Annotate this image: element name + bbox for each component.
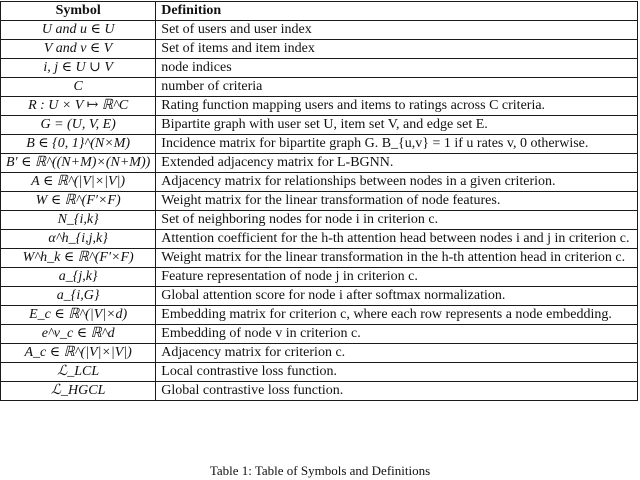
table-row: [1, 116, 638, 135]
symbol-cell: α^h_{i,j,k}: [1, 230, 156, 249]
table-header-row: [1, 2, 638, 21]
symbol-cell: e^v_c ∈ ℝ^d: [1, 325, 156, 344]
definition-cell: Global attention score for node i after softmax normalization.: [156, 287, 638, 306]
table-row: [1, 382, 638, 401]
table-row: [1, 21, 638, 40]
definition-cell: Embedding matrix for criterion c, where each row represents a node embedding.: [156, 306, 638, 325]
symbols-table: [0, 1, 638, 401]
symbol-cell: N_{i,k}: [1, 211, 156, 230]
definition-cell: Weight matrix for the linear transformation in the h-th attention head in criterion c.: [156, 249, 638, 268]
symbol-cell: A ∈ ℝ^(|V|×|V|): [1, 173, 156, 192]
symbol-cell: ℒ_HGCL: [1, 382, 156, 401]
table-row: [1, 40, 638, 59]
symbol-cell: a_{j,k}: [1, 268, 156, 287]
definition-cell: Weight matrix for the linear transformation of node features.: [156, 192, 638, 211]
symbol-cell: C: [1, 78, 156, 97]
symbol-cell: G = (U, V, E): [1, 116, 156, 135]
symbol-cell: V and v ∈ V: [1, 40, 156, 59]
table-row: [1, 97, 638, 116]
symbol-cell: R : U × V ↦ ℝ^C: [1, 97, 156, 116]
definition-cell: Feature representation of node j in criterion c.: [156, 268, 638, 287]
symbol-cell: E_c ∈ ℝ^(|V|×d): [1, 306, 156, 325]
table-row: [1, 268, 638, 287]
symbol-cell: A_c ∈ ℝ^(|V|×|V|): [1, 344, 156, 363]
symbol-cell: i, j ∈ U ∪ V: [1, 59, 156, 78]
table-row: [1, 363, 638, 382]
table-caption: Table 1: Table of Symbols and Definitions: [209, 463, 431, 478]
table-row: [1, 59, 638, 78]
table-row: [1, 154, 638, 173]
symbol-cell: W^h_k ∈ ℝ^(F′×F): [1, 249, 156, 268]
symbol-cell: ℒ_LCL: [1, 363, 156, 382]
symbol-cell: U and u ∈ U: [1, 21, 156, 40]
header-symbol: Symbol: [1, 2, 156, 21]
definition-cell: number of criteria: [156, 78, 638, 97]
header-definition: Definition: [156, 2, 638, 21]
definition-cell: Adjacency matrix for criterion c.: [156, 344, 638, 363]
definition-cell: Local contrastive loss function.: [156, 363, 638, 382]
table-row: [1, 306, 638, 325]
definition-cell: Set of users and user index: [156, 21, 638, 40]
definition-cell: Adjacency matrix for relationships between nodes in a given criterion.: [156, 173, 638, 192]
definition-cell: Set of neighboring nodes for node i in criterion c.: [156, 211, 638, 230]
definition-cell: Bipartite graph with user set U, item set V, and edge set E.: [156, 116, 638, 135]
symbol-cell: B ∈ {0, 1}^(N×M): [1, 135, 156, 154]
symbol-cell: a_{i,G}: [1, 287, 156, 306]
symbol-cell: B′ ∈ ℝ^((N+M)×(N+M)): [1, 154, 156, 173]
definition-cell: Global contrastive loss function.: [156, 382, 638, 401]
table-row: [1, 135, 638, 154]
definition-cell: Extended adjacency matrix for L-BGNN.: [156, 154, 638, 173]
table-row: [1, 78, 638, 97]
definition-cell: Incidence matrix for bipartite graph G. B_{u,v} = 1 if u rates v, 0 otherwise.: [156, 135, 638, 154]
table-row: [1, 344, 638, 363]
definition-cell: Attention coefficient for the h-th attention head between nodes i and j in criterion c.: [156, 230, 638, 249]
definition-cell: Embedding of node v in criterion c.: [156, 325, 638, 344]
table-row: [1, 211, 638, 230]
definition-cell: node indices: [156, 59, 638, 78]
table-row: [1, 230, 638, 249]
symbol-cell: W ∈ ℝ^(F′×F): [1, 192, 156, 211]
table-row: [1, 249, 638, 268]
table-row: [1, 325, 638, 344]
definition-cell: Rating function mapping users and items to ratings across C criteria.: [156, 97, 638, 116]
table-row: [1, 192, 638, 211]
definition-cell: Set of items and item index: [156, 40, 638, 59]
table-row: [1, 173, 638, 192]
table-row: [1, 287, 638, 306]
